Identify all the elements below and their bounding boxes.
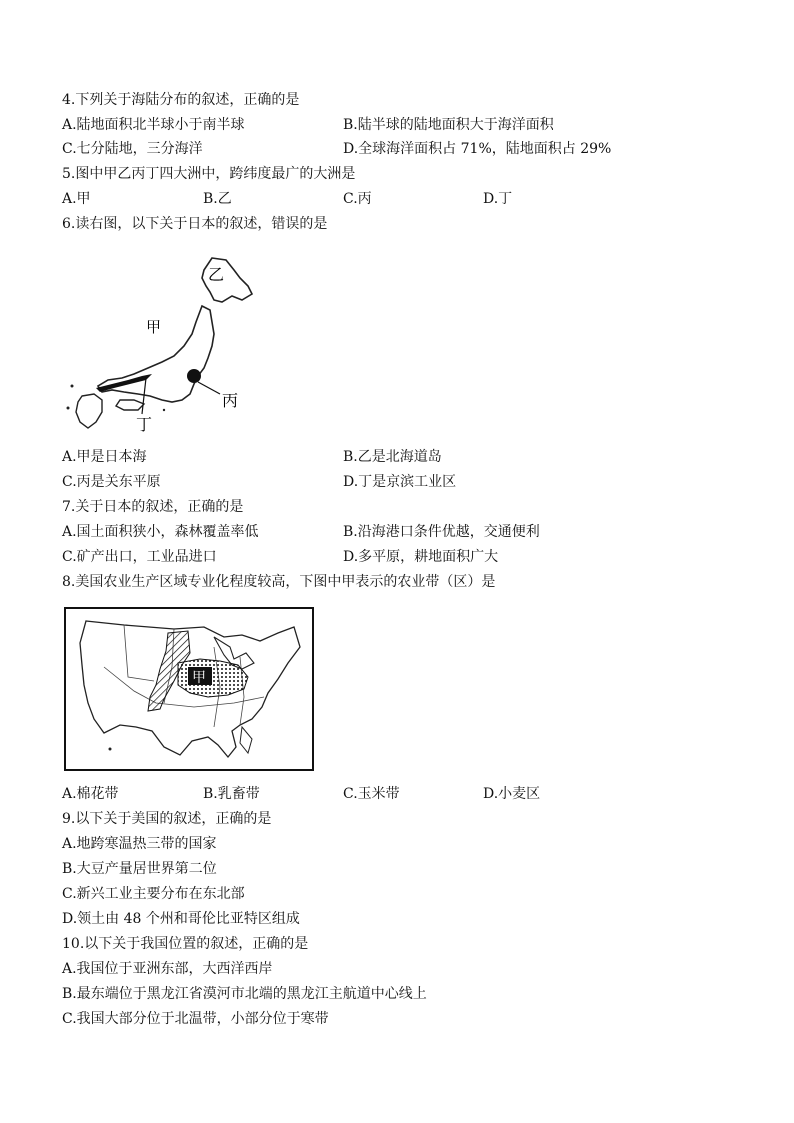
- map-label-ding: 丁: [136, 415, 153, 434]
- q10-option-b: B.最东端位于黑龙江省漠河市北端的黑龙江主航道中心线上: [62, 986, 427, 1002]
- q5-option-d: D.丁: [483, 191, 513, 207]
- q5-option-a: A.甲: [62, 191, 91, 207]
- q7-stem: 7.关于日本的叙述，正确的是: [62, 499, 244, 515]
- q9-option-d: D.领土由 48 个州和哥伦比亚特区组成: [62, 911, 300, 927]
- map-label-jia: 甲: [146, 318, 162, 336]
- q7-option-c: C.矿产出口，工业品进口: [62, 549, 217, 565]
- map-label-yi: 乙: [208, 265, 225, 284]
- q10-stem: 10.以下关于我国位置的叙述，正确的是: [62, 936, 309, 952]
- q7-option-d: D.多平原，耕地面积广大: [343, 549, 499, 565]
- q5-option-b: B.乙: [203, 191, 232, 207]
- q6-option-d: D.丁是京滨工业区: [343, 474, 457, 490]
- q10-option-a: A.我国位于亚洲东部，大西洋西岸: [62, 961, 273, 977]
- q7-option-b: B.沿海港口条件优越，交通便利: [343, 524, 540, 540]
- q9-option-a: A.地跨寒温热三带的国家: [62, 836, 217, 852]
- q10-option-c: C.我国大部分位于北温带，小部分位于寒带: [62, 1011, 329, 1027]
- q8-option-b: B.乳畜带: [203, 786, 260, 802]
- q4-option-a: A.陆地面积北半球小于南半球: [62, 117, 245, 133]
- q9-stem: 9.以下关于美国的叙述，正确的是: [62, 811, 272, 827]
- q4-option-c: C.七分陆地，三分海洋: [62, 141, 203, 157]
- q6-option-c: C.丙是关东平原: [62, 474, 161, 490]
- q9-option-b: B.大豆产量居世界第二位: [62, 861, 217, 877]
- q4-option-d: D.全球海洋面积占 71%，陆地面积占 29%: [343, 141, 612, 157]
- q6-stem: 6.读右图，以下关于日本的叙述，错误的是: [62, 216, 328, 232]
- q8-option-d: D.小麦区: [483, 786, 541, 802]
- q8-option-c: C.玉米带: [343, 786, 400, 802]
- q7-option-a: A.国土面积狭小，森林覆盖率低: [62, 524, 259, 540]
- kanto-marker: [187, 369, 201, 383]
- shikoku-outline: [116, 400, 144, 410]
- japan-map: [62, 250, 262, 440]
- q8-option-a: A.棉花带: [62, 786, 119, 802]
- q4-stem: 4.下列关于海陆分布的叙述，正确的是: [62, 92, 300, 108]
- q4-option-b: B.陆半球的陆地面积大于海洋面积: [343, 117, 554, 133]
- q5-stem: 5.图中甲乙丙丁四大洲中，跨纬度最广的大洲是: [62, 166, 356, 182]
- bing-pointer: [198, 382, 220, 394]
- q9-option-c: C.新兴工业主要分布在东北部: [62, 886, 245, 902]
- usa-map: [64, 607, 316, 773]
- kyushu-outline: [76, 394, 102, 428]
- q6-option-a: A.甲是日本海: [62, 449, 147, 465]
- q6-option-b: B.乙是北海道岛: [343, 449, 442, 465]
- q8-stem: 8.美国农业生产区域专业化程度较高，下图中甲表示的农业带（区）是: [62, 574, 496, 590]
- map-label-jia: 甲: [192, 670, 206, 686]
- map-label-bing: 丙: [222, 391, 239, 410]
- q5-option-c: C.丙: [343, 191, 372, 207]
